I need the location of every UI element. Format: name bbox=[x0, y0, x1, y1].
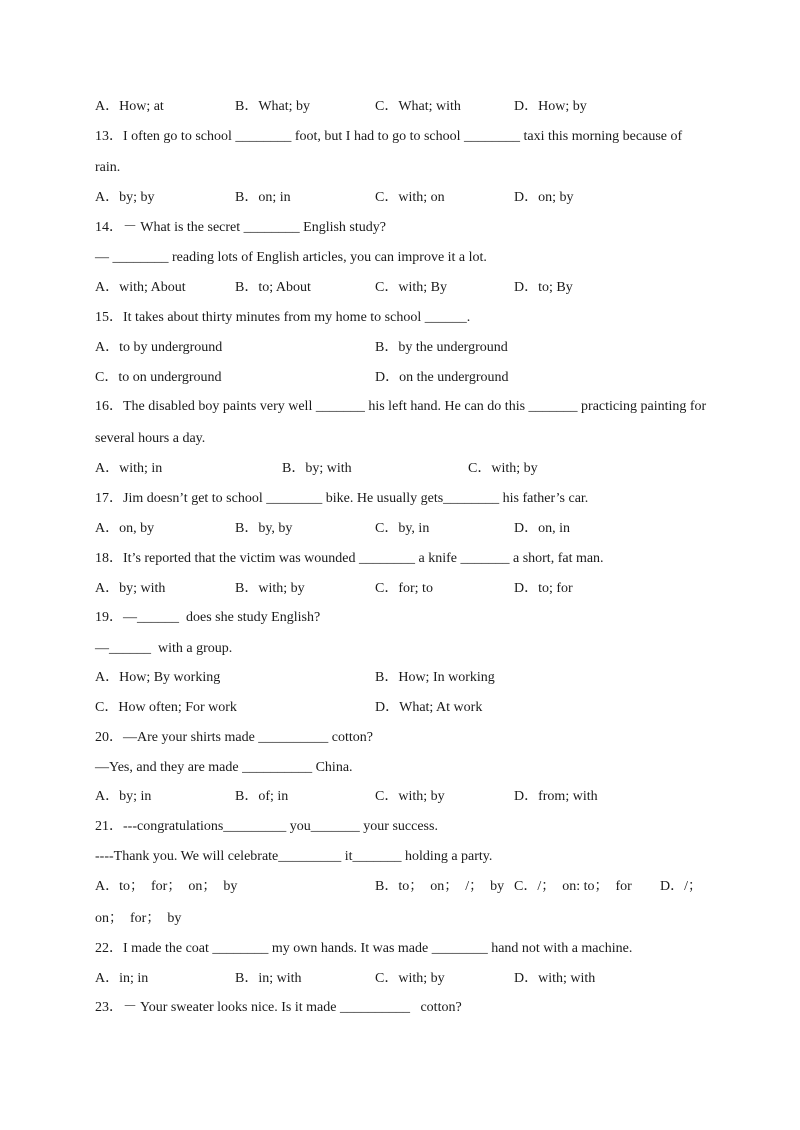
text-line: 21．---congratulations_________ you_______ your success. bbox=[95, 819, 438, 834]
answer-option: A．How; at bbox=[95, 99, 164, 114]
answer-option: B．of; in bbox=[235, 789, 289, 804]
answer-option: B．by the underground bbox=[375, 340, 508, 355]
answer-option: C．to on underground bbox=[95, 370, 222, 385]
answer-option: D．What; At work bbox=[375, 700, 483, 715]
text-line: 18．It’s reported that the victim was wounded ________ a knife _______ a short, fat man. bbox=[95, 551, 604, 566]
answer-option: D．from; with bbox=[514, 789, 598, 804]
answer-option: C．by, in bbox=[375, 521, 430, 536]
answer-option: B．by, by bbox=[235, 521, 293, 536]
answer-option: A．on, by bbox=[95, 521, 155, 536]
answer-option: D．to; for bbox=[514, 581, 573, 596]
answer-option: D．How; by bbox=[514, 99, 587, 114]
answer-option: C．How often; For work bbox=[95, 700, 237, 715]
answer-option: A．by; in bbox=[95, 789, 152, 804]
answer-option: B．to; About bbox=[235, 280, 311, 295]
answer-option: B．in; with bbox=[235, 971, 302, 986]
answer-option: D．on, in bbox=[514, 521, 570, 536]
answer-option: D．on; by bbox=[514, 190, 574, 205]
answer-option: C．with; by bbox=[468, 461, 538, 476]
answer-option: A．by; by bbox=[95, 190, 155, 205]
answer-option: B．on; in bbox=[235, 190, 291, 205]
answer-option: D．with; with bbox=[514, 971, 596, 986]
answer-option: B．to； on； /； by bbox=[375, 879, 505, 894]
text-line: 14．－ What is the secret ________ English study? bbox=[95, 220, 386, 235]
answer-option: D．to; By bbox=[514, 280, 573, 295]
text-line: 15．It takes about thirty minutes from my home to school ______. bbox=[95, 310, 471, 325]
text-line: rain. bbox=[95, 160, 121, 175]
answer-option: B．by; with bbox=[282, 461, 352, 476]
answer-option: D．/； bbox=[660, 879, 702, 894]
answer-option: A．with; About bbox=[95, 280, 186, 295]
answer-option: C．with; by bbox=[375, 971, 445, 986]
answer-option: C．What; with bbox=[375, 99, 461, 114]
answer-option: A．to by underground bbox=[95, 340, 223, 355]
text-line: 20．—Are your shirts made __________ cotton? bbox=[95, 730, 374, 745]
text-line: 22．I made the coat ________ my own hands. It was made ________ hand not with a machine. bbox=[95, 941, 633, 956]
answer-option: D．on the underground bbox=[375, 370, 509, 385]
text-line: —______ with a group. bbox=[95, 641, 233, 656]
text-line: 17．Jim doesn’t get to school ________ bike. He usually gets________ his father’s car. bbox=[95, 491, 589, 506]
text-line: 13．I often go to school ________ foot, but I had to go to school ________ taxi this morning because of bbox=[95, 129, 683, 144]
text-line: — ________ reading lots of English articles, you can improve it a lot. bbox=[95, 250, 487, 265]
answer-option: A．How; By working bbox=[95, 670, 221, 685]
answer-option: B．How; In working bbox=[375, 670, 495, 685]
answer-option: C．with; By bbox=[375, 280, 447, 295]
answer-option: C．/； on: to； for bbox=[514, 879, 632, 894]
text-line: 19．—______ does she study English? bbox=[95, 610, 321, 625]
answer-option: B．What; by bbox=[235, 99, 311, 114]
text-line: 16．The disabled boy paints very well _______ his left hand. He can do this _______ practicing painting for bbox=[95, 399, 707, 414]
answer-option: A．by; with bbox=[95, 581, 166, 596]
answer-option: A．to； for； on； by bbox=[95, 879, 238, 894]
answer-option: A．in; in bbox=[95, 971, 149, 986]
answer-option: C．for; to bbox=[375, 581, 433, 596]
answer-option: A．with; in bbox=[95, 461, 163, 476]
text-line: several hours a day. bbox=[95, 431, 206, 446]
answer-option: C．with; on bbox=[375, 190, 445, 205]
text-line: —Yes, and they are made __________ China. bbox=[95, 760, 353, 775]
text-line: ----Thank you. We will celebrate_________ it_______ holding a party. bbox=[95, 849, 493, 864]
text-line: 23．－ Your sweater looks nice. Is it made __________ cotton? bbox=[95, 1000, 462, 1015]
answer-option: C．with; by bbox=[375, 789, 445, 804]
text-line: on； for； by bbox=[95, 911, 182, 926]
answer-option: B．with; by bbox=[235, 581, 305, 596]
